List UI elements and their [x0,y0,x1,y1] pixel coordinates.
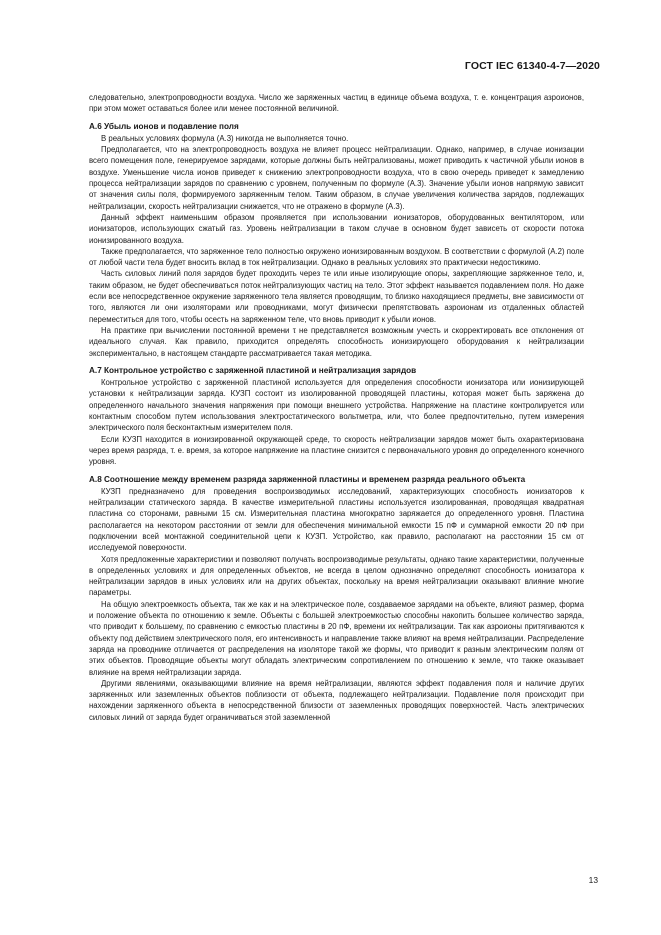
document-header: ГОСТ IEC 61340-4-7—2020 [464,60,600,72]
paragraph: Также предполагается, что заряженное тело полностью окружено ионизированным воздухом. В соответствии с формулой (А.2) поле от любой части тела будет вносить вклад в ток нейтрализации. Однако в реальных условиях это практически недостижимо. [89,246,584,268]
paragraph: Контрольное устройство с заряженной пластиной используется для определения способности ионизатора или ионизирующей установки к нейтрализации заряда. КУЗП состоит из изолированной проводящей пластины, которая может быть заряжена до определенного начального значения напряжения при помощи внешнего устройства. Напряжение на пластине контролируется или контактным способом путем использования электростатического вольтметра, или, что более предпочтительно, путем измерения электрического поля бесконтактным измерителем поля. [89,378,584,433]
page-number: 13 [588,875,598,885]
paragraph: Хотя предложенные характеристики и позволяют получать воспроизводимые результаты, однако такие характеристики, полученные в определенных условиях и для определенных объектов, не всегда в целом однозначно определяют способность ионизатора к нейтрализации зарядов в иных условиях или на других объектах, поскольку на время нейтрализации оказывают влияние многие параметры. [89,554,584,598]
paragraph: Часть силовых линий поля зарядов будет проходить через те или иные изолирующие опоры, закрепляющие заряженное тело, и, таким образом, не будет обеспечиваться поток нейтрализующих частиц на тело. Этот эффект называется подавлением поля. Но даже если все непосредственное окружение заряженного тела является проводящим, то близко находящиеся предметы, вне зависимости от того, являются ли они изоляторами или проводниками, могут физически препятствовать азроионам из отдаленных областей переместиться для того, чтобы осесть на заряженном теле, что вновь приводит к убыли ионов. [89,269,584,324]
section-a7-heading: А.7 Контрольное устройство с заряженной пластиной и нейтрализация зарядов [89,365,417,375]
paragraph: Предполагается, что на электропроводность воздуха не влияет процесс нейтрализации. Однако, например, в случае ионизации всего помещения поле, генерируемое зарядами, которые должны быть нейтрализованы, может приводить к частичной убыли ионов в воздухе. Уменьшение числа ионов приведет к снижению электропроводности воздуха, что в свою очередь приведет к замедлению процесса нейтрализации зарядов по сравнению с уровнем, полученным по формуле (А.3). Значение убыли ионов напрямую зависит от значения силы поля, формируемого заряженным телом. Таким образом, в случае увеличения количества зарядов, подлежащих нейтрализации, скорость нейтрализации снижается, что не отражено в формуле (А.3). [89,145,584,211]
paragraph: На практике при вычислении постоянной времени τ не представляется возможным учесть и скорректировать все отклонения от идеального случая. Как правило, приходится определять способность ионизирующего оборудования к нейтрализации экспериментально, в настоящем стандарте рассматривается такая методика. [89,325,584,358]
section-a6-heading: А.6 Убыль ионов и подавление поля [89,121,239,131]
paragraph: В реальных условиях формула (А.3) никогда не выполняется точно. [101,133,349,143]
paragraph: Если КУЗП находится в ионизированной окружающей среде, то скорость нейтрализации зарядов может быть охарактеризована через время разряда, т. е. время, за которое напряжение на пластине снизится с первоначального уровня до определенного конечного уровня. [89,434,584,467]
paragraph: Другими явлениями, оказывающими влияние на время нейтрализации, являются эффект подавления поля и наличие других заряженных или заземленных объектов поблизости от объекта, подлежащего нейтрализации. Подавление поля происходит при нахождении заряженного объекта в непосредственной близости от заземленных проводящих поверхностей. Часть электрических силовых линий от заряда будет ограничиваться этой заземленной [89,678,584,722]
section-a8-heading: А.8 Соотношение между временем разряда заряженной пластины и временем разряда реального объекта [89,474,526,484]
document-body [89,92,584,723]
paragraph: На общую электроемкость объекта, так же как и на электрическое поле, создаваемое зарядами на объекте, влияют размер, форма и положение объекта по отношению к земле. Объекты с большей электроемкостью способны накопить большее количество заряда, что приводит к большему, по сравнению с емкостью пластины в 20 пФ, времени их нейтрализации. Так как азроионы притягиваются к объекту под действием электрического поля, его интенсивность и направление также влияют на время нейтрализации. Распределение заряда на проводнике отличается от распределения на изоляторе такой же формы, что приводит к разным электрическим полям от этих объектов. Проводящие объекты могут обладать электрическим сопротивлением по отношению к земле, что также оказывает влияние на время нейтрализации заряда. [89,599,584,677]
intro-paragraph: следовательно, электропроводности воздуха. Число же заряженных частиц в единице объема воздуха, т. е. концентрация азроионов, при этом может оставаться более или менее постоянной величиной. [89,93,584,114]
paragraph: КУЗП предназначено для проведения воспроизводимых исследований, характеризующих способность ионизаторов к нейтрализации статического заряда. В качестве измерительной пластины используется изолированная, проводящая квадратная пластина со сторонами, равными 15 см. Измерительная пластина многократно заряжается до определенного уровня. Пластина располагается на некотором расстоянии от земли для обеспечения минимальной емкости 15 пФ и суммарной емкости 20 пФ при подключении всей монтажной соединительной цепи к КУЗП. Устройство, как правило, располагают на расстоянии 15 см от исследуемой поверхности. [89,486,584,553]
paragraph: Данный эффект наименьшим образом проявляется при использовании ионизаторов, оборудованных вентилятором, или ионизаторов, использующих сжатый газ. Уровень нейтрализации в таком случае в основном будет зависеть от скорости потока ионизированного воздуха. [89,212,584,245]
